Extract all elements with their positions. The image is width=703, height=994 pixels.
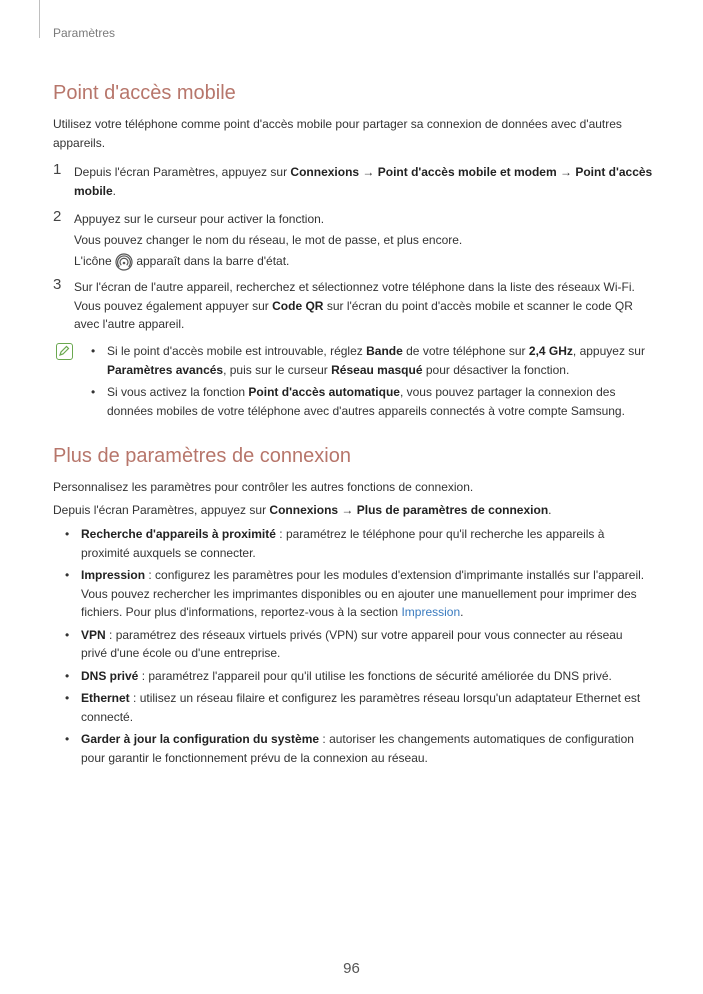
- hotspot-title: Point d'accès mobile: [53, 82, 236, 104]
- list-item: • Garder à jour la configuration du système : autoriser les changements automatiques de configuration pour garantir le fonctionnement prévu de la connexion au réseau.: [63, 730, 648, 767]
- step-text: Appuyez sur le curseur pour activer la fonction. Vous pouvez changer le nom du réseau, le mot de passe, et plus encore. L'icône apparaît dans la barre d'état.: [74, 210, 653, 271]
- hotspot-icon: [115, 253, 133, 271]
- step-text: Depuis l'écran Paramètres, appuyez sur Connexions → Point d'accès mobile et modem → Point d'accès mobile.: [74, 165, 653, 198]
- more-settings-title: Plus de paramètres de connexion: [53, 445, 351, 467]
- note-icon: [56, 343, 73, 360]
- hotspot-intro: Utilisez votre téléphone comme point d'accès mobile pour partager sa connexion de données avec d'autres appareils.: [53, 117, 622, 150]
- step-1: [53, 163, 653, 200]
- list-item: • Impression : configurez les paramètres pour les modules d'extension d'imprimante installés sur l'appareil. Vous pouvez rechercher les imprimantes disponibles ou en ajouter une manuellement pour imprimer des fichiers. Pour plus d'informations, reportez-vous à la section Impression.: [63, 566, 648, 622]
- more-intro-1: Personnalisez les paramètres pour contrôler les autres fonctions de connexion.: [53, 480, 474, 494]
- step-number: 2: [53, 208, 62, 225]
- note-item: • Si le point d'accès mobile est introuvable, réglez Bande de votre téléphone sur 2,4 GHz, appuyez sur Paramètres avancés, puis sur le curseur Réseau masqué pour désactiver la fonction.: [89, 342, 649, 379]
- step-2: [53, 210, 653, 271]
- step-number: 1: [53, 161, 62, 178]
- page-number: 96: [343, 960, 360, 977]
- note-list: [89, 342, 649, 424]
- settings-list: [63, 525, 648, 771]
- header-rule: [39, 0, 40, 38]
- impression-link[interactable]: Impression: [401, 605, 461, 619]
- section-header: Paramètres: [53, 26, 116, 40]
- list-item: • VPN : paramétrez des réseaux virtuels privés (VPN) sur votre appareil pour vous connecter au réseau privé d'une école ou d'une entreprise.: [63, 626, 648, 663]
- list-item: • Recherche d'appareils à proximité : paramétrez le téléphone pour qu'il recherche les appareils à proximité auxquels se connecter.: [63, 525, 648, 562]
- step-text: Sur l'écran de l'autre appareil, recherchez et sélectionnez votre téléphone dans la liste des réseaux Wi-Fi. Vous pouvez également appuyer sur Code QR sur l'écran du point d'accès mobile et scanner le code QR avec l'autre appareil.: [74, 280, 635, 331]
- step-number: 3: [53, 276, 62, 293]
- list-item: • DNS privé : paramétrez l'appareil pour qu'il utilise les fonctions de sécurité améliorée du DNS privé.: [63, 667, 648, 686]
- list-item: • Ethernet : utilisez un réseau filaire et configurez les paramètres réseau lorsqu'un adaptateur Ethernet est connecté.: [63, 689, 648, 726]
- note-item: • Si vous activez la fonction Point d'accès automatique, vous pouvez partager la connexion des données mobiles de votre téléphone avec d'autres appareils connectés à votre compte Samsung.: [89, 383, 649, 420]
- more-intro-2: Depuis l'écran Paramètres, appuyez sur Connexions → Plus de paramètres de connexion.: [53, 503, 552, 517]
- step-3: [53, 278, 653, 334]
